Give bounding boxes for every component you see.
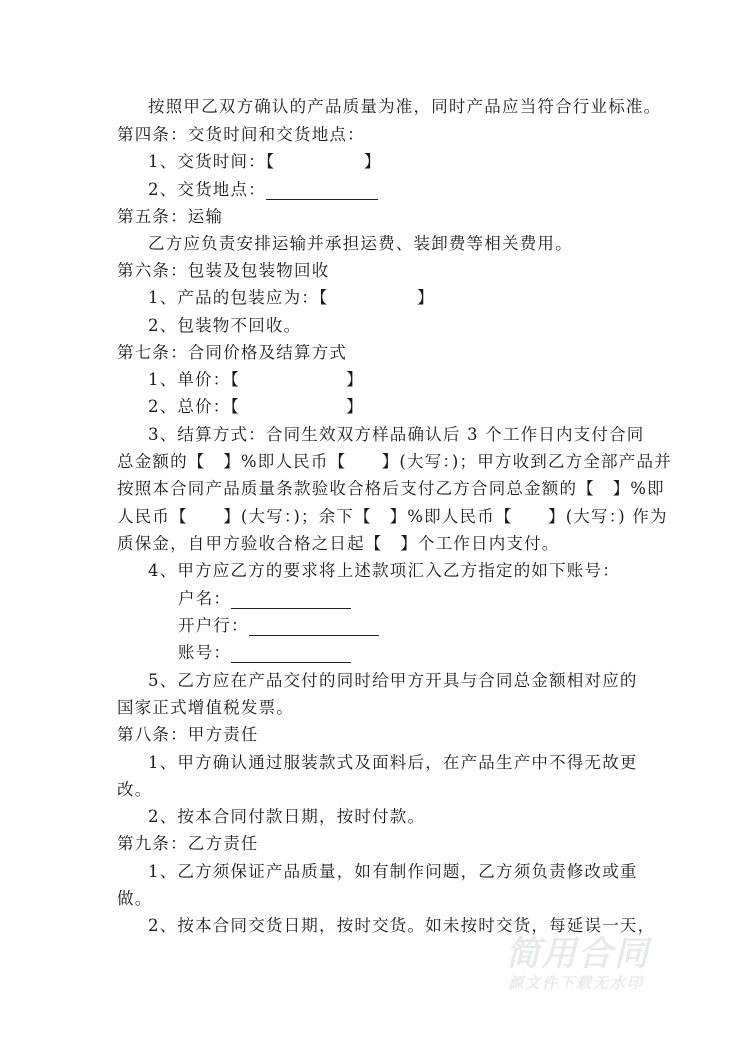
text-label: 开户行：	[178, 616, 249, 635]
section-heading: 第七条：合同价格及结算方式	[117, 343, 348, 362]
text-line: 2、包装物不回收。	[148, 316, 302, 335]
text-line: 5、乙方应在产品交付的同时给甲方开具与合同总金额相对应的	[148, 671, 638, 690]
text-line: 1、乙方须保证产品质量，如有制作问题，乙方须负责修改或重	[148, 862, 638, 881]
section-heading: 第九条：乙方责任	[117, 834, 259, 853]
account-number-line	[178, 643, 351, 663]
watermark-tagline: 源文件下载无水印	[508, 974, 645, 992]
section-heading: 第五条：运输	[117, 207, 224, 226]
text-label: 2、交货地点：	[148, 180, 266, 199]
text-line: 1、交货时间：【 】	[148, 152, 382, 171]
text-line: 质保金，自甲方验收合格之日起【 】个工作日内支付。	[117, 534, 560, 553]
section-heading: 第八条：甲方责任	[117, 725, 259, 744]
blank-underline	[249, 619, 379, 636]
text-line: 按照本合同产品质量条款验收合格后支付乙方合同总金额的【 】%即	[117, 479, 665, 498]
bank-line	[178, 616, 379, 636]
text-line: 2、总价：【 】	[148, 397, 364, 416]
text-line: 总金额的【 】%即人民币【 】(大写：)；甲方收到乙方全部产品并	[117, 452, 672, 471]
text-line: 做。	[117, 889, 153, 908]
text-line: 2、按本合同付款日期，按时付款。	[148, 807, 426, 826]
text-line: 1、单价：【 】	[148, 370, 364, 389]
text-line	[148, 180, 378, 200]
text-line: 国家正式增值税发票。	[117, 698, 294, 717]
text-line: 按照甲乙双方确认的产品质量为准，同时产品应当符合行业标准。	[148, 97, 662, 116]
text-line: 1、甲方确认通过服装款式及面料后，在产品生产中不得无故更	[148, 753, 638, 772]
text-line: 1、产品的包装应为：【 】	[148, 288, 435, 307]
text-line: 乙方应负责安排运输并承担运费、装卸费等相关费用。	[148, 234, 573, 253]
section-heading: 第四条：交货时间和交货地点：	[117, 125, 365, 144]
watermark-logo: 简用合同	[506, 934, 650, 974]
blank-underline	[231, 592, 351, 609]
text-line: 4、甲方应乙方的要求将上述款项汇入乙方指定的如下账号：	[148, 561, 620, 580]
account-name-line	[178, 589, 351, 609]
section-heading: 第六条：包装及包装物回收	[117, 261, 330, 280]
text-line: 人民币【 】(大写：)；余下【 】%即人民币【 】(大写：) 作为	[117, 507, 668, 526]
text-label: 户名：	[178, 589, 232, 608]
blank-underline	[231, 646, 351, 663]
blank-underline	[266, 183, 378, 200]
text-line: 3、结算方式：合同生效双方样品确认后 3 个工作日内支付合同	[148, 425, 645, 444]
text-line: 改。	[117, 780, 153, 799]
text-label: 账号：	[178, 643, 232, 662]
text-line: 2、按本合同交货日期，按时交货。如未按时交货，每延误一天，	[148, 916, 656, 935]
